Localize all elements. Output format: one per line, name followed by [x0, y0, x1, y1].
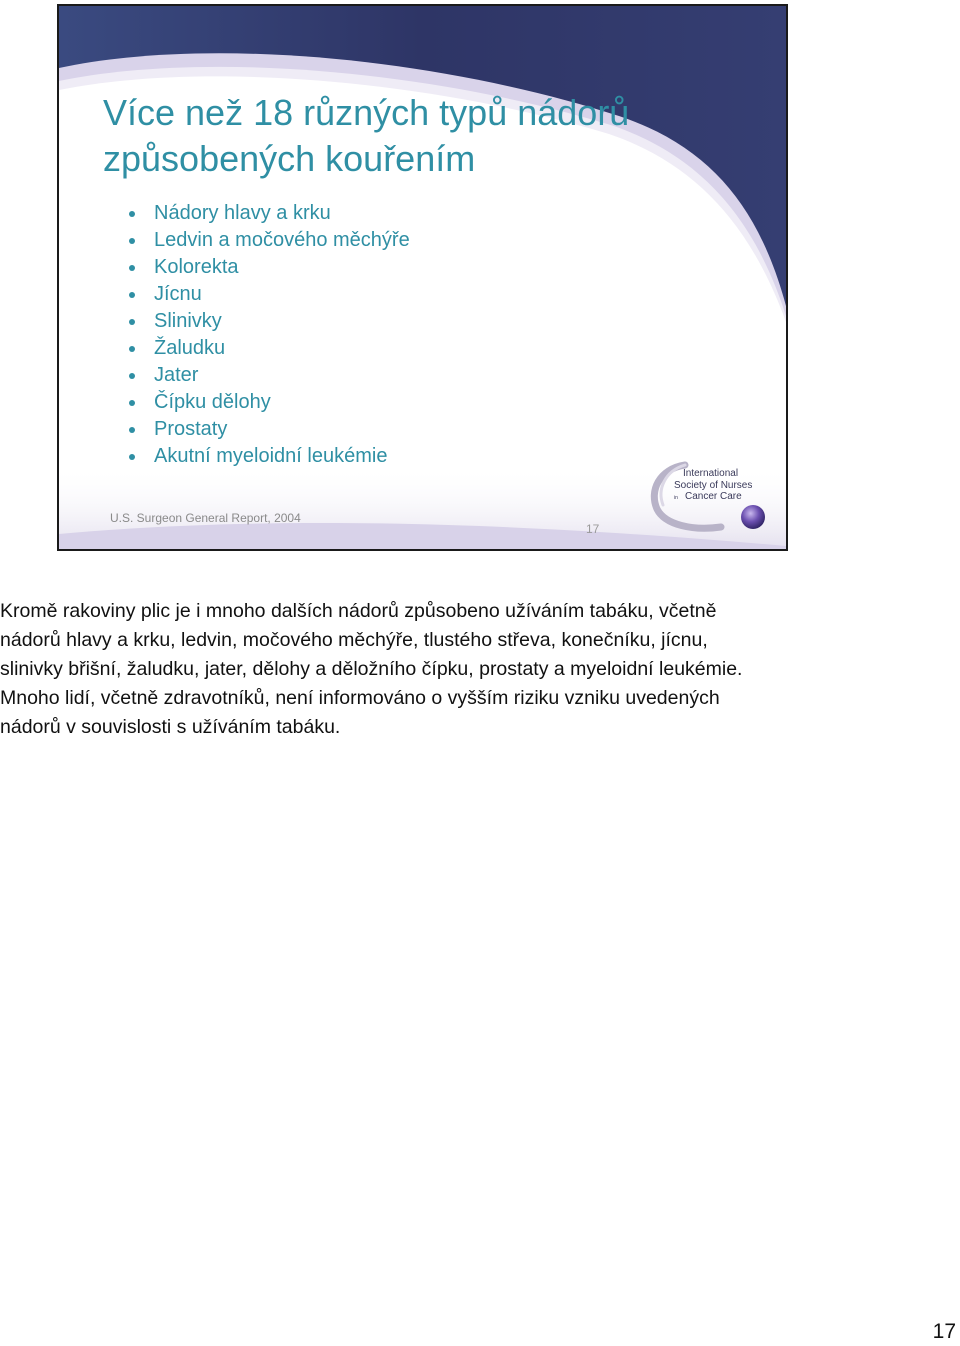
bullet-dot-icon: [129, 373, 135, 379]
bullet-text: Čípku dělohy: [154, 391, 271, 413]
bullet-text: Kolorekta: [154, 256, 239, 278]
page-number: 17: [932, 1320, 956, 1343]
bullet-dot-icon: [129, 238, 135, 244]
bullet-dot-icon: [129, 292, 135, 298]
logo-text-small: in: [674, 495, 678, 501]
logo-text-line2: Society of Nurses: [674, 480, 753, 491]
bullet-dot-icon: [129, 346, 135, 352]
notes-line: Kromě rakoviny plic je i mnoho dalších nádorů způsobeno užíváním tabáku, včetně: [0, 600, 717, 622]
slide-title: Více než 18 různých typů nádorů způsobených kouřením: [103, 92, 630, 179]
speaker-notes: [0, 597, 960, 742]
bullet-item: [129, 443, 410, 470]
bullet-item: [129, 281, 410, 308]
bullet-text: Jater: [154, 364, 199, 386]
bullet-text: Prostaty: [154, 418, 228, 440]
bullet-item: [129, 416, 410, 443]
notes-line: Mnoho lidí, včetně zdravotníků, není informováno o vyšším riziku vzniku uvedených: [0, 687, 720, 709]
bullet-item: [129, 227, 410, 254]
isncc-logo: [645, 459, 780, 534]
bullet-dot-icon: [129, 400, 135, 406]
notes-line: nádorů hlavy a krku, ledvin, močového měchýře, tlustého střeva, konečníku, jícnu,: [0, 629, 708, 651]
bullet-dot-icon: [129, 454, 135, 460]
slide-source-citation: U.S. Surgeon General Report, 2004: [110, 511, 301, 525]
bullet-dot-icon: [129, 211, 135, 217]
bullet-text: Akutní myeloidní leukémie: [154, 445, 388, 467]
logo-text-line1: International: [683, 468, 739, 479]
bullet-dot-icon: [129, 427, 135, 433]
bullet-item: [129, 389, 410, 416]
bullet-text: Žaludku: [154, 337, 226, 359]
slide-number: 17: [586, 522, 600, 536]
slide-bullet-list: [129, 200, 410, 470]
bullet-item: [129, 335, 410, 362]
bullet-dot-icon: [129, 265, 135, 271]
notes-line: slinivky břišní, žaludku, jater, dělohy a děložního čípku, prostaty a myeloidní leukémie.: [0, 658, 743, 680]
bullet-dot-icon: [129, 319, 135, 325]
bullet-item: [129, 362, 410, 389]
bullet-text: Jícnu: [154, 283, 202, 305]
bullet-text: Ledvin a močového měchýře: [154, 229, 410, 251]
logo-text-line3: Cancer Care: [685, 491, 742, 502]
bullet-item: [129, 200, 410, 227]
bullet-text: Nádory hlavy a krku: [154, 202, 331, 224]
bullet-item: [129, 308, 410, 335]
bullet-text: Slinivky: [154, 310, 222, 332]
notes-line: nádorů v souvislosti s užíváním tabáku.: [0, 716, 341, 738]
slide-thumbnail: [57, 4, 788, 551]
globe-icon: [741, 505, 765, 529]
bullet-item: [129, 254, 410, 281]
